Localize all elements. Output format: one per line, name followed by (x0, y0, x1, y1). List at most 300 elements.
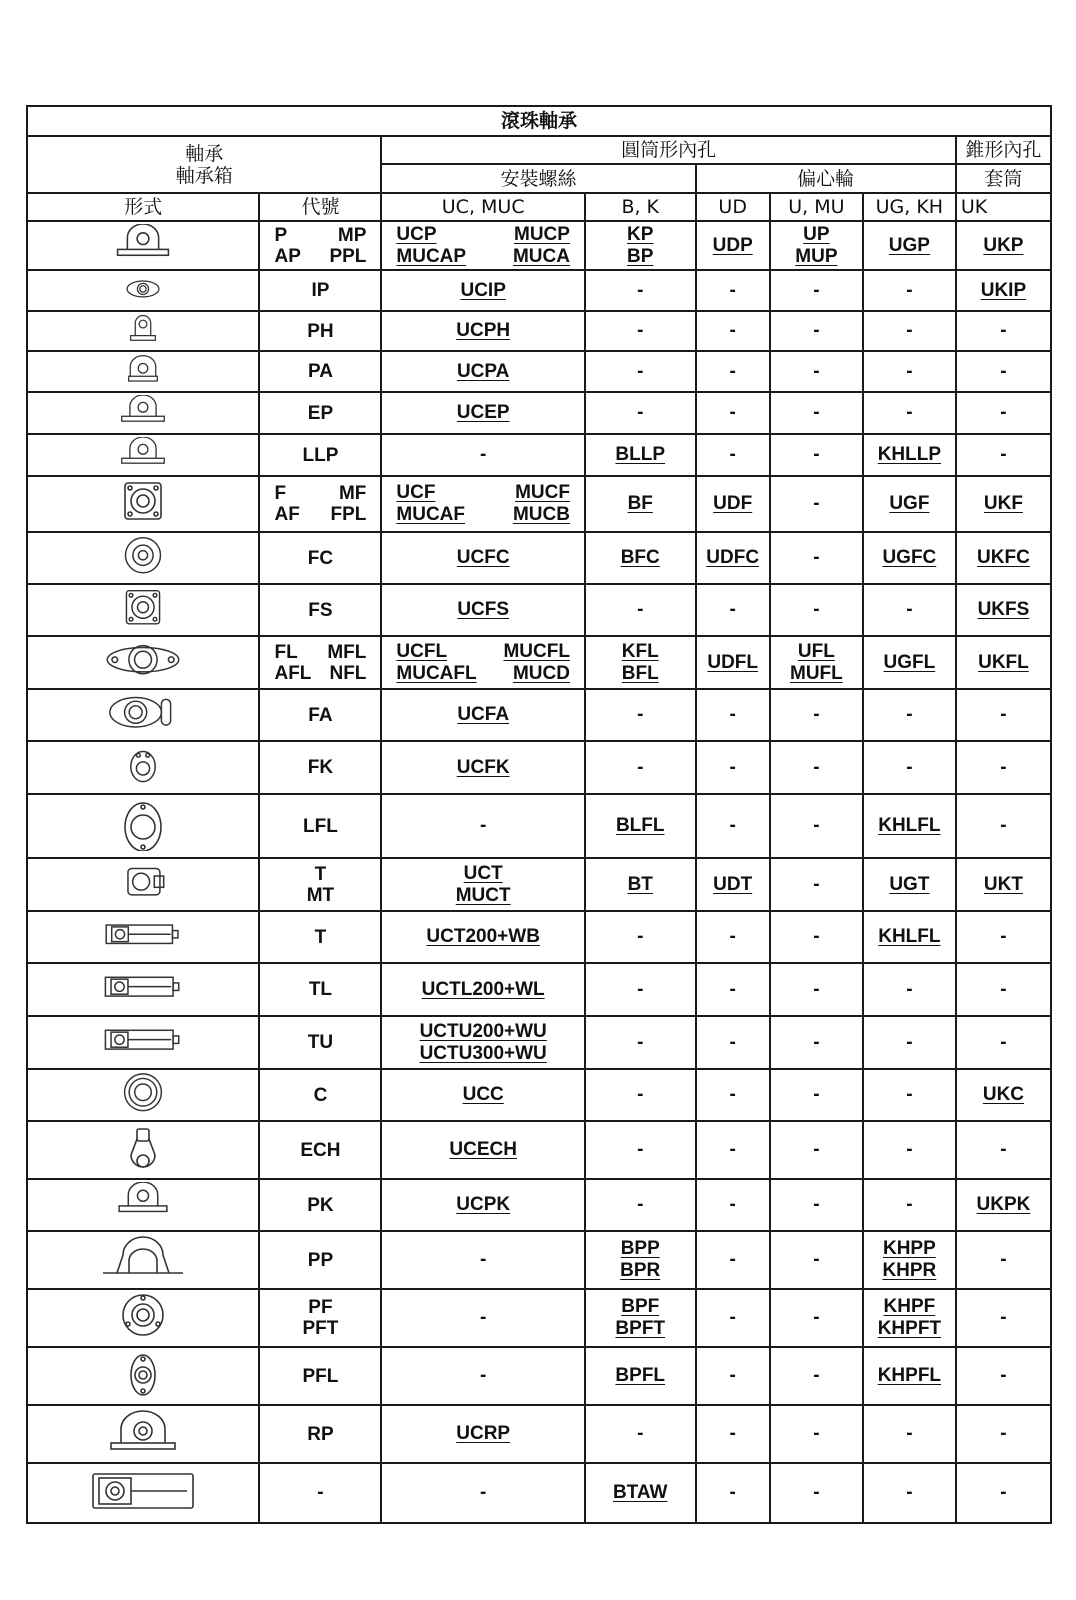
code-value: RP (307, 1423, 334, 1445)
ud-value: - (729, 1482, 736, 1503)
ud-value: - (729, 1365, 736, 1386)
umu-value: - (813, 1423, 820, 1444)
code-value: EP (307, 402, 334, 424)
code-value: IP (311, 280, 330, 301)
code-value: FS (308, 599, 333, 621)
ugkh-cell (863, 963, 956, 1016)
table-row (27, 636, 1051, 689)
uk-cell (956, 1121, 1051, 1179)
uc-value: - (480, 1482, 487, 1503)
code-line (260, 504, 380, 525)
oval-flange-icon (83, 273, 203, 308)
uc-line (382, 246, 584, 268)
ugkh-cell (863, 794, 956, 858)
table-row (27, 392, 1051, 434)
ugkh-cell (863, 1405, 956, 1463)
uk-value: - (1000, 1423, 1007, 1444)
ud-value: UDP (712, 234, 753, 256)
ud-value: UDFL (707, 651, 759, 673)
ud-cell (696, 636, 770, 689)
ug-value: - (906, 402, 913, 423)
uk-value: - (1000, 926, 1007, 947)
ud-value: - (729, 926, 736, 947)
uc-value: MUCT (455, 884, 511, 906)
umu-value: - (813, 926, 820, 947)
form-cell (27, 858, 259, 911)
uc-value: UCFA (457, 704, 510, 725)
bk-value: KP (627, 223, 654, 245)
uc-value: MUCD (512, 662, 570, 684)
umu-cell (770, 963, 863, 1016)
bk-cell (585, 1121, 696, 1179)
umu-cell (770, 311, 863, 351)
form-cell (27, 794, 259, 858)
uk-cell (956, 1179, 1051, 1231)
uc-value: UCIP (460, 279, 506, 301)
code-value: FA (308, 704, 333, 726)
uc-line (382, 504, 584, 526)
bk-cell (585, 794, 696, 858)
code-value: ECH (300, 1139, 341, 1161)
code-cell (259, 1179, 381, 1231)
uc-line (382, 224, 584, 246)
code-header: 代號 (259, 193, 381, 221)
uk-value: UKF (983, 493, 1023, 514)
form-cell (27, 1405, 259, 1463)
table-row (27, 1121, 1051, 1179)
code-cell (259, 636, 381, 689)
uk-cell (956, 434, 1051, 476)
code-value: AP (274, 245, 301, 267)
bk-value: BF (627, 493, 653, 514)
umu-value: - (813, 402, 820, 423)
table-row (27, 963, 1051, 1016)
bk-value: KFL (621, 640, 659, 662)
bk-value: - (637, 279, 644, 301)
form-cell (27, 636, 259, 689)
uk-cell (956, 689, 1051, 741)
umu-cell (770, 858, 863, 911)
col-uc-header: UC, MUC (381, 193, 585, 221)
form-cell (27, 270, 259, 311)
code-cell (259, 794, 381, 858)
ug-value: - (906, 704, 913, 725)
table-row (27, 270, 1051, 311)
umu-value: - (813, 1194, 820, 1215)
ud-cell (696, 1069, 770, 1121)
ugkh-cell (863, 1121, 956, 1179)
uk-value: UKFS (977, 599, 1030, 620)
uc-value: UCT200+WB (426, 926, 540, 947)
bk-value: BFC (620, 547, 660, 568)
umu-cell (770, 1179, 863, 1231)
umu-value: UP (803, 223, 830, 245)
bk-value: - (637, 1139, 644, 1160)
uk-value: - (1000, 402, 1007, 423)
form-cell (27, 311, 259, 351)
bk-value: BFL (621, 662, 659, 684)
umu-cell (770, 689, 863, 741)
umu-cell (770, 584, 863, 636)
ud-value: - (729, 815, 736, 836)
ugkh-cell (863, 1069, 956, 1121)
uk-value: - (1000, 756, 1007, 778)
bk-value: BP (627, 245, 654, 267)
bk-value: BPFL (615, 1365, 666, 1386)
uc-value: UCFC (456, 547, 510, 568)
code-value: FK (307, 757, 334, 778)
eccentric-header: 偏心輪 (696, 164, 956, 193)
bk-value: BTAW (612, 1482, 668, 1503)
ugkh-cell (863, 221, 956, 270)
form-cell (27, 1179, 259, 1231)
uc-value: UCFS (457, 599, 510, 620)
ud-value: - (729, 1139, 736, 1160)
code-cell (259, 392, 381, 434)
table-row (27, 1069, 1051, 1121)
umu-cell (770, 434, 863, 476)
table-row (27, 741, 1051, 794)
ug-value: - (906, 1084, 913, 1105)
bk-cell (585, 1289, 696, 1347)
uc-cell (381, 858, 585, 911)
pressed-pillow-icon (83, 1235, 203, 1285)
ug-value: KHPFL (877, 1365, 942, 1386)
umu-value: - (813, 1139, 820, 1160)
uc-cell (381, 434, 585, 476)
bk-value: BLLP (615, 444, 666, 465)
code-cell (259, 1016, 381, 1069)
ugkh-cell (863, 584, 956, 636)
rubber-pillow-icon (83, 1409, 203, 1459)
table-row (27, 1347, 1051, 1405)
bk-cell (585, 1463, 696, 1523)
uc-value: MUCAFL (396, 662, 477, 684)
uk-cell (956, 532, 1051, 584)
code-value: TL (308, 979, 333, 1000)
ud-cell (696, 434, 770, 476)
uc-cell (381, 1289, 585, 1347)
ug-value: UGFC (882, 547, 937, 568)
ugkh-cell (863, 532, 956, 584)
umu-value: - (813, 444, 820, 465)
bk-cell (585, 270, 696, 311)
uk-cell (956, 1231, 1051, 1289)
ugkh-cell (863, 911, 956, 963)
umu-cell (770, 1405, 863, 1463)
ug-value: KHLFL (878, 926, 941, 947)
uc-value: MUCFL (503, 640, 570, 662)
ug-value: - (906, 279, 913, 301)
umu-value: - (813, 599, 820, 620)
uc-cell (381, 636, 585, 689)
form-cell (27, 392, 259, 434)
bk-value: BT (627, 873, 653, 895)
ug-value: - (906, 1139, 913, 1160)
umu-value: - (813, 279, 820, 301)
uc-cell (381, 351, 585, 392)
bk-cell (585, 584, 696, 636)
uk-cell (956, 794, 1051, 858)
ud-value: - (729, 978, 736, 1000)
ug-value: - (906, 320, 913, 341)
uc-value: UCTL200+WL (421, 978, 545, 1000)
umu-value: MUP (795, 245, 838, 267)
pressed-flange-icon (83, 1293, 203, 1343)
bk-cell (585, 311, 696, 351)
table-title: 滾珠軸承 (27, 106, 1051, 136)
hanger-icon (83, 1125, 203, 1175)
umu-cell (770, 1289, 863, 1347)
uk-cell (956, 1405, 1051, 1463)
col-uk-header: UK (956, 193, 1051, 221)
code-value: MP (337, 224, 367, 246)
uc-cell (381, 1405, 585, 1463)
code-value: FC (307, 547, 334, 569)
bk-cell (585, 1405, 696, 1463)
ugkh-cell (863, 1463, 956, 1523)
ug-value: - (906, 360, 913, 382)
umu-cell (770, 1231, 863, 1289)
bk-cell (585, 1347, 696, 1405)
pillow-block-icon (83, 437, 203, 473)
form-cell (27, 1289, 259, 1347)
table-row (27, 1463, 1051, 1523)
bk-value: - (637, 1084, 644, 1105)
bk-cell (585, 741, 696, 794)
ugkh-cell (863, 636, 956, 689)
round-flange-icon (83, 535, 203, 581)
uk-cell (956, 741, 1051, 794)
ug-value: UGF (889, 493, 930, 514)
uc-value: MUCB (512, 504, 570, 525)
uc-cell (381, 794, 585, 858)
uc-value: UCPK (456, 1194, 511, 1215)
take-up-frame-icon (83, 1019, 203, 1066)
bk-cell (585, 1231, 696, 1289)
table-row (27, 351, 1051, 392)
adjustable-flange-icon (83, 692, 203, 738)
take-up-icon (83, 861, 203, 908)
two-bolt-flange-icon (83, 639, 203, 686)
umu-cell (770, 911, 863, 963)
uk-value: UKP (983, 234, 1024, 256)
ugkh-cell (863, 1016, 956, 1069)
bk-value: - (637, 756, 644, 778)
ud-cell (696, 584, 770, 636)
uc-value: UCPA (456, 360, 510, 382)
uk-cell (956, 270, 1051, 311)
ug-value: KHPFT (877, 1318, 942, 1339)
ud-cell (696, 741, 770, 794)
bk-cell (585, 636, 696, 689)
bearing-housing-header (27, 136, 381, 193)
ud-cell (696, 911, 770, 963)
form-cell (27, 584, 259, 636)
code-cell (259, 1405, 381, 1463)
square-flange-icon (83, 479, 203, 529)
code-value: FL (274, 641, 298, 663)
uc-cell (381, 1069, 585, 1121)
uc-cell (381, 1016, 585, 1069)
ud-cell (696, 1463, 770, 1523)
ugkh-cell (863, 1289, 956, 1347)
code-cell (259, 963, 381, 1016)
umu-value: - (813, 1307, 820, 1328)
code-value: FPL (330, 504, 367, 525)
umu-value: - (813, 1482, 820, 1503)
ud-value: - (729, 402, 736, 423)
bk-value: - (637, 360, 644, 382)
ud-cell (696, 1289, 770, 1347)
umu-cell (770, 270, 863, 311)
uc-line (382, 482, 584, 504)
table-row (27, 476, 1051, 532)
uk-value: - (1000, 360, 1007, 382)
cartridge-icon (83, 1072, 203, 1118)
code-cell (259, 221, 381, 270)
table-row (27, 858, 1051, 911)
uc-value: UCFL (396, 640, 448, 662)
uk-value: UKIP (980, 279, 1027, 301)
umu-cell (770, 1016, 863, 1069)
uk-cell (956, 1347, 1051, 1405)
bk-cell (585, 689, 696, 741)
ud-cell (696, 1405, 770, 1463)
bk-cell (585, 532, 696, 584)
uk-cell (956, 911, 1051, 963)
form-cell (27, 434, 259, 476)
ug-value: UGFL (883, 651, 936, 673)
code-cell (259, 1289, 381, 1347)
uc-value: UCTU200+WU (419, 1020, 547, 1042)
ug-value: - (906, 1482, 913, 1503)
uc-cell (381, 1463, 585, 1523)
ud-value: - (729, 704, 736, 725)
uc-cell (381, 1347, 585, 1405)
code-cell (259, 858, 381, 911)
ug-value: KHPF (883, 1296, 936, 1317)
ud-cell (696, 858, 770, 911)
uc-cell (381, 392, 585, 434)
code-value: PK (307, 1194, 334, 1216)
uc-cell (381, 584, 585, 636)
uk-value: UKFC (977, 547, 1030, 568)
bk-cell (585, 351, 696, 392)
uk-cell (956, 1463, 1051, 1523)
umu-value: - (813, 978, 820, 1000)
table-row (27, 584, 1051, 636)
umu-value: - (813, 1365, 820, 1386)
umu-value: - (813, 493, 820, 514)
form-cell (27, 351, 259, 392)
ud-cell (696, 392, 770, 434)
uc-value: UCECH (449, 1139, 517, 1160)
ud-cell (696, 221, 770, 270)
take-up-unit-icon (83, 1468, 203, 1518)
uc-value: MUCF (515, 482, 570, 503)
code-cell (259, 911, 381, 963)
ug-value: - (906, 1194, 913, 1215)
ugkh-cell (863, 476, 956, 532)
ug-value: UGP (888, 234, 930, 256)
code-cell (259, 689, 381, 741)
uc-value: - (480, 1365, 487, 1386)
uk-value: - (1000, 1482, 1007, 1503)
code-value: PA (307, 361, 333, 382)
ud-value: - (729, 279, 736, 301)
code-cell (259, 434, 381, 476)
ud-cell (696, 1231, 770, 1289)
code-value: AF (274, 504, 300, 525)
umu-cell (770, 1121, 863, 1179)
code-cell (259, 532, 381, 584)
ug-value: - (906, 978, 913, 1000)
form-cell (27, 1347, 259, 1405)
bk-value: - (637, 1423, 644, 1444)
uc-value: - (480, 1249, 487, 1270)
tall-pillow-icon (83, 314, 203, 348)
umu-value: - (813, 756, 820, 778)
umu-value: - (813, 320, 820, 341)
bk-value: - (637, 978, 644, 1000)
ugkh-cell (863, 1347, 956, 1405)
take-up-frame-icon (83, 914, 203, 960)
vertical-flange-icon (83, 801, 203, 851)
code-cell (259, 1347, 381, 1405)
code-value: LLP (302, 444, 339, 466)
pressed-two-bolt-icon (83, 1351, 203, 1401)
ugkh-cell (863, 1231, 956, 1289)
uc-value: - (480, 815, 487, 836)
uc-cell (381, 532, 585, 584)
ugkh-cell (863, 311, 956, 351)
uk-cell (956, 584, 1051, 636)
code-value: PP (307, 1249, 334, 1271)
ud-cell (696, 689, 770, 741)
code-value: T (314, 863, 327, 885)
table-row (27, 911, 1051, 963)
form-cell (27, 689, 259, 741)
code-cell (259, 476, 381, 532)
uc-cell (381, 476, 585, 532)
uk-cell (956, 963, 1051, 1016)
code-line (260, 483, 380, 504)
form-cell (27, 476, 259, 532)
ud-value: - (729, 1084, 736, 1105)
uc-line (382, 641, 584, 663)
pillow-block-icon (83, 1182, 203, 1228)
code-line (260, 663, 380, 684)
uk-value: - (1000, 978, 1007, 1000)
bearing-table (26, 105, 1052, 1524)
umu-cell (770, 794, 863, 858)
bk-value: - (637, 599, 644, 620)
code-cell (259, 351, 381, 392)
ud-value: - (729, 1249, 736, 1270)
uc-value: MUCP (514, 223, 570, 245)
code-line (260, 225, 380, 246)
ud-value: - (729, 444, 736, 465)
ug-value: KHLFL (878, 815, 941, 836)
uc-cell (381, 1231, 585, 1289)
bk-value: BPF (621, 1296, 660, 1317)
form-cell (27, 1463, 259, 1523)
take-up-frame-icon (83, 966, 203, 1013)
ugkh-cell (863, 434, 956, 476)
ug-value: KHPR (882, 1260, 937, 1281)
code-value: MT (306, 884, 335, 906)
